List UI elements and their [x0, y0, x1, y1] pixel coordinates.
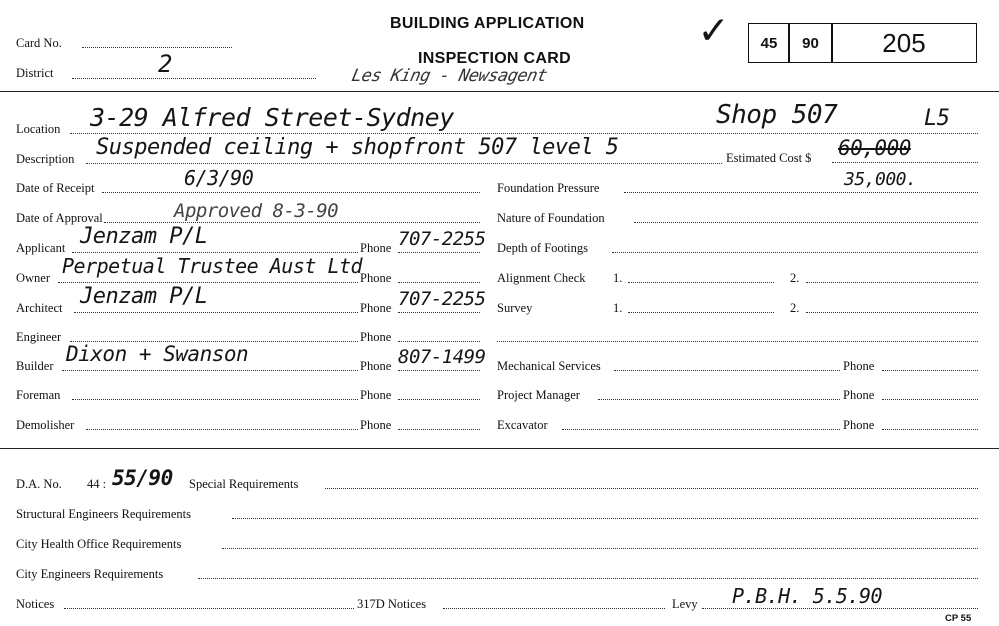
box-a: 45 [748, 23, 790, 63]
applicant-line [72, 252, 358, 253]
engineer-phone-line [398, 341, 480, 342]
title-line-2: INSPECTION CARD [418, 50, 571, 67]
excavator-label: Excavator [497, 418, 548, 432]
owner-phone-label: Phone [360, 271, 392, 285]
mechanical-phone-line [882, 370, 978, 371]
builder-phone-value: 807-1499 [398, 346, 486, 368]
project-manager-phone-label: Phone [843, 388, 875, 402]
mechanical-services-line [614, 370, 840, 371]
applicant-phone-value: 707-2255 [398, 228, 486, 250]
foundation-pressure-label: Foundation Pressure [497, 181, 600, 195]
date-of-approval-label: Date of Approval [16, 211, 103, 225]
structural-engineers-label: Structural Engineers Requirements [16, 507, 191, 521]
title-line-1: BUILDING APPLICATION [390, 15, 585, 32]
builder-value: Dixon + Swanson [66, 342, 249, 366]
blank-line [497, 341, 978, 342]
district-label: District [16, 66, 54, 80]
architect-label: Architect [16, 301, 63, 315]
survey-num-2: 2. [790, 301, 800, 315]
excavator-line [562, 429, 840, 430]
estimated-cost-struck: 60,000 [838, 136, 911, 160]
description-label: Description [16, 152, 75, 166]
alignment-check-line-2 [806, 282, 978, 283]
nature-of-foundation-label: Nature of Foundation [497, 211, 605, 225]
foreman-phone-label: Phone [360, 388, 392, 402]
levy-value: P.B.H. 5.5.90 [732, 584, 883, 608]
district-value: 2 [158, 50, 172, 78]
top-rule [0, 91, 999, 92]
architect-line [74, 312, 358, 313]
levy-label: Levy [672, 597, 698, 611]
architect-phone-label: Phone [360, 301, 392, 315]
date-of-approval-line [104, 222, 480, 223]
applicant-phone-line [398, 252, 480, 253]
applicant-label: Applicant [16, 241, 66, 255]
location-line [70, 133, 978, 134]
card-no-line [82, 47, 232, 48]
da-no-value: 55/90 [112, 466, 173, 490]
tick-mark: ✓ [700, 4, 726, 55]
date-of-approval-value: Approved 8-3-90 [174, 200, 339, 222]
form-code: CP 55 [945, 613, 972, 624]
excavator-phone-label: Phone [843, 418, 875, 432]
applicant-phone-label: Phone [360, 241, 392, 255]
structural-engineers-line [232, 518, 978, 519]
foreman-line [72, 399, 358, 400]
foundation-pressure-line [624, 192, 978, 193]
engineer-phone-label: Phone [360, 330, 392, 344]
survey-line-1 [628, 312, 774, 313]
demolisher-line [86, 429, 358, 430]
shop-note: Shop 507 [716, 100, 838, 130]
da-no-label: D.A. No. [16, 477, 62, 491]
depth-of-footings-line [612, 252, 978, 253]
box-number: 205 [831, 23, 977, 63]
notices-label: Notices [16, 597, 55, 611]
da-no-prefix: 44 : [87, 477, 107, 491]
depth-of-footings-label: Depth of Footings [497, 241, 588, 255]
demolisher-phone-line [398, 429, 480, 430]
special-requirements-line [325, 488, 978, 489]
city-engineers-line [198, 578, 978, 579]
excavator-phone-line [882, 429, 978, 430]
architect-phone-line [398, 312, 480, 313]
location-value: 3-29 Alfred Street-Sydney [90, 103, 454, 132]
notices-317d-label: 317D Notices [357, 597, 427, 611]
description-value: Suspended ceiling + shopfront 507 level 5 [96, 135, 619, 160]
box-b: 90 [788, 23, 833, 63]
project-manager-label: Project Manager [497, 388, 580, 402]
date-of-receipt-value: 6/3/90 [184, 166, 254, 190]
notices-line [64, 608, 354, 609]
city-health-label: City Health Office Requirements [16, 537, 182, 551]
nature-of-foundation-line [634, 222, 978, 223]
survey-label: Survey [497, 301, 533, 315]
date-of-receipt-label: Date of Receipt [16, 181, 95, 195]
mechanical-services-label: Mechanical Services [497, 359, 601, 373]
location-label: Location [16, 122, 61, 136]
level-note: L5 [924, 106, 950, 131]
engineer-label: Engineer [16, 330, 62, 344]
foundation-pressure-value: 35,000. [844, 169, 917, 190]
middle-rule [0, 448, 999, 449]
demolisher-label: Demolisher [16, 418, 75, 432]
card-no-label: Card No. [16, 36, 62, 50]
alignment-check-line-1 [628, 282, 774, 283]
foreman-phone-line [398, 399, 480, 400]
survey-line-2 [806, 312, 978, 313]
owner-value: Perpetual Trustee Aust Ltd [62, 254, 363, 278]
survey-num-1: 1. [613, 301, 623, 315]
handwritten-names: Les King - Newsagent [349, 66, 549, 86]
builder-phone-label: Phone [360, 359, 392, 373]
district-line [72, 78, 316, 79]
architect-value: Jenzam P/L [80, 284, 208, 309]
estimated-cost-label: Estimated Cost $ [726, 151, 812, 165]
project-manager-line [598, 399, 840, 400]
description-line [86, 163, 722, 164]
architect-phone-value: 707-2255 [398, 288, 486, 310]
owner-phone-line [398, 282, 480, 283]
builder-label: Builder [16, 359, 54, 373]
owner-label: Owner [16, 271, 51, 285]
alignment-check-num-1: 1. [613, 271, 623, 285]
builder-phone-line [398, 370, 480, 371]
levy-line [702, 608, 978, 609]
foreman-label: Foreman [16, 388, 61, 402]
alignment-check-num-2: 2. [790, 271, 800, 285]
builder-line [62, 370, 358, 371]
date-of-receipt-line [102, 192, 480, 193]
special-requirements-label: Special Requirements [189, 477, 299, 491]
owner-line [58, 282, 358, 283]
project-manager-phone-line [882, 399, 978, 400]
notices-317d-line [443, 608, 665, 609]
city-health-line [222, 548, 978, 549]
mechanical-phone-label: Phone [843, 359, 875, 373]
alignment-check-label: Alignment Check [497, 271, 586, 285]
applicant-value: Jenzam P/L [80, 224, 208, 249]
estimated-cost-line [832, 162, 978, 163]
city-engineers-label: City Engineers Requirements [16, 567, 164, 581]
demolisher-phone-label: Phone [360, 418, 392, 432]
